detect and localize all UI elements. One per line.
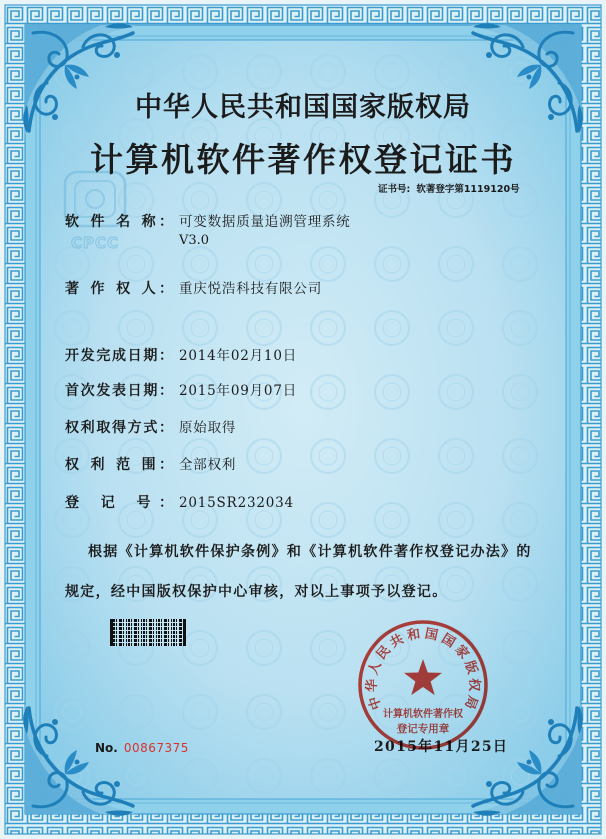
barcode <box>110 619 186 646</box>
serial-value: 00867375 <box>123 741 189 755</box>
certificate-number <box>378 181 520 195</box>
field-software-name <box>65 213 351 231</box>
issue-date: 2015年11月25日 <box>374 739 509 755</box>
field-acquisition-method <box>65 419 236 437</box>
field-label: 软 件 名 称： <box>65 214 173 230</box>
field-development-date <box>65 347 297 365</box>
field-value: 2015年09月07日 <box>179 383 298 399</box>
statement-line-2: 规定，经中国版权保护中心审核，对以上事项予以登记。 <box>65 584 448 600</box>
software-version: V3.0 <box>179 233 210 248</box>
field-rights-scope <box>65 456 236 474</box>
field-label: 开发完成日期： <box>65 348 173 364</box>
seal-star-icon <box>404 659 442 695</box>
seal-inner-line-2: 登记专用章 <box>396 723 450 735</box>
serial-number <box>95 741 189 755</box>
field-label: 权利取得方式： <box>65 420 173 436</box>
field-label: 著 作 权 人： <box>65 281 173 297</box>
cpcc-logo-text: CPCC <box>70 234 120 252</box>
field-value: 全部权利 <box>179 457 237 473</box>
statement-line-1: 根据《计算机软件保护条例》和《计算机软件著作权登记办法》的 <box>88 544 532 560</box>
field-label: 首次发表日期： <box>65 383 173 399</box>
serial-prefix: No. <box>95 741 118 755</box>
field-value: 重庆悦浩科技有限公司 <box>179 281 322 297</box>
field-label: 权 利 范 围： <box>65 457 173 473</box>
field-first-publication-date <box>65 382 297 400</box>
seal-inner-line-1: 计算机软件著作权 <box>383 709 463 720</box>
field-value: 可变数据质量追溯管理系统 <box>179 214 351 230</box>
field-registration-number <box>65 494 294 512</box>
field-value: 2015SR232034 <box>179 495 294 511</box>
seal-ring-text: 中华人民共和国国家版权局 <box>364 626 482 715</box>
field-value: 2014年02月10日 <box>179 348 298 364</box>
field-copyright-owner <box>65 280 322 298</box>
field-label: 登 记 号： <box>65 495 173 511</box>
certificate-number-value: 软著登字第1119120号 <box>416 184 520 195</box>
issuer-title: 中华人民共和国国家版权局 <box>135 92 471 123</box>
field-value: 原始取得 <box>179 420 237 436</box>
certificate-title: 计算机软件著作权登记证书 <box>90 140 516 179</box>
official-seal <box>355 617 491 753</box>
certificate-number-label: 证书号: <box>378 184 411 195</box>
